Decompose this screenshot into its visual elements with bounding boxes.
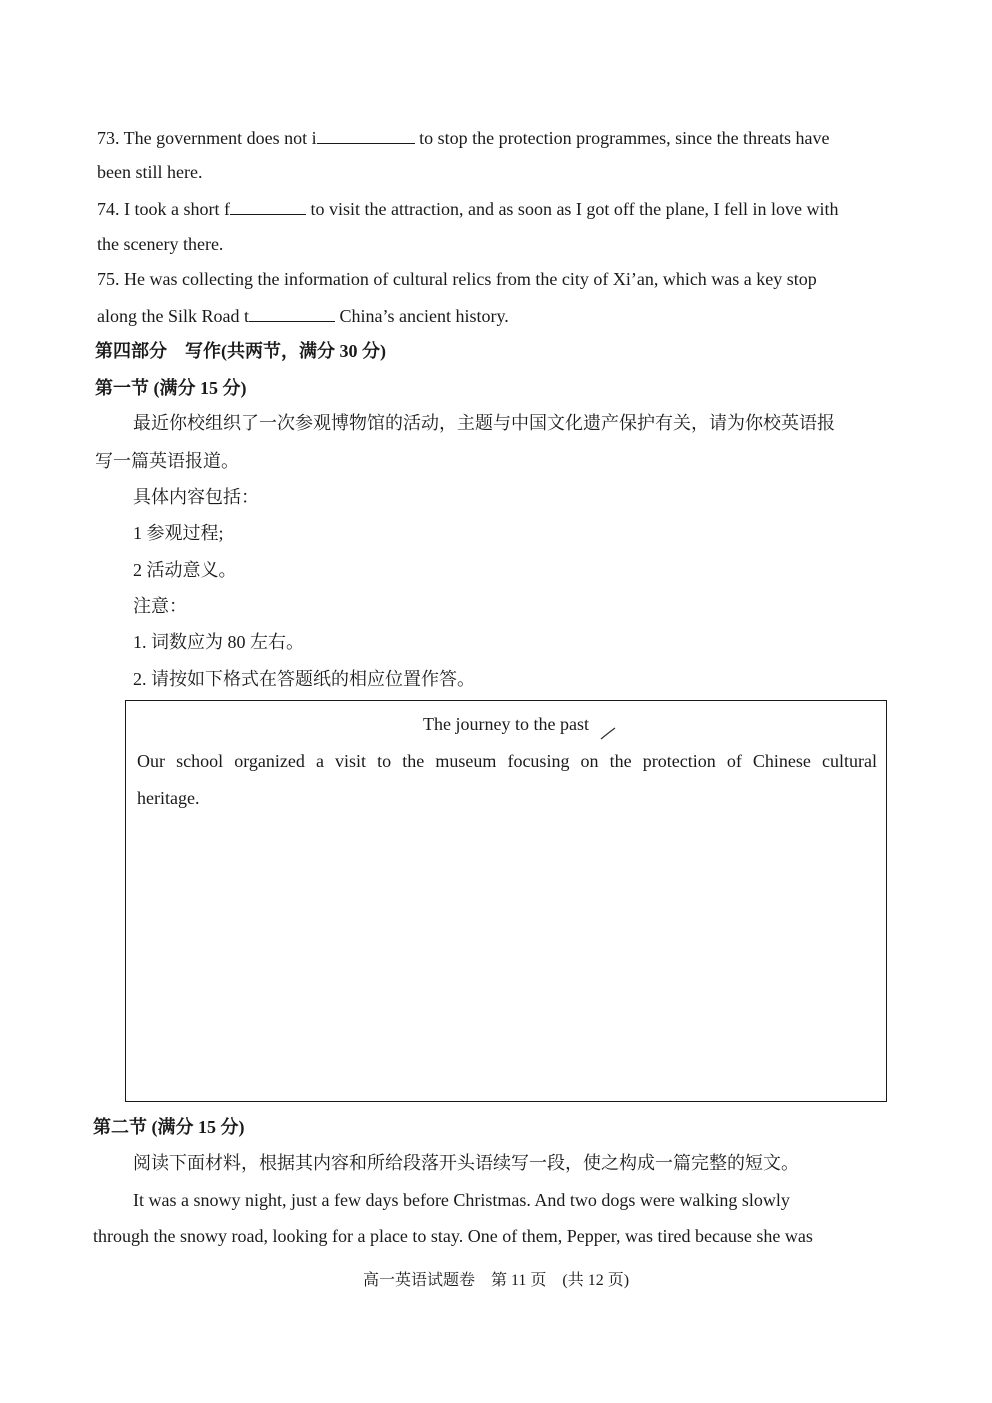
pen-mark-icon — [600, 727, 616, 741]
section-two-instruction: 阅读下面材料，根据其内容和所给段落开头语续写一段，使之构成一篇完整的短文。 — [133, 1153, 799, 1173]
answer-blank-73 — [317, 125, 415, 144]
question-73 — [97, 125, 830, 150]
content-item-2: 2 活动意义。 — [133, 560, 237, 580]
question-75-text-end: China’s ancient history. — [335, 306, 509, 326]
question-75-continued — [97, 303, 509, 328]
notice-item-1: 1. 词数应为 80 左右。 — [133, 632, 304, 652]
section-one-instruction-line1: 最近你校组织了一次参观博物馆的活动，主题与中国文化遗产保护有关，请为你校英语报 — [133, 413, 835, 433]
question-73-text-end: to stop the protection programmes, since the threats have — [414, 128, 830, 148]
question-73-text-start: 73. The government does not i — [97, 128, 317, 148]
page-footer: 高一英语试题卷 第 11 页 (共 12 页) — [362, 1272, 630, 1289]
notice-item-2: 2. 请按如下格式在答题纸的相应位置作答。 — [133, 669, 475, 689]
content-label: 具体内容包括： — [133, 487, 259, 507]
notice-label: 注意： — [133, 596, 187, 616]
part-four-title: 第四部分 写作(共两节，满分 30 分) — [95, 341, 386, 361]
essay-opening-line2: heritage. — [137, 788, 200, 808]
question-74 — [97, 196, 839, 221]
answer-box — [125, 700, 887, 1102]
question-74-text-end: to visit the attraction, and as soon as I got off the plane, I fell in love with — [305, 199, 839, 219]
question-74-text-start: 74. I took a short f — [97, 199, 230, 219]
section-two-title: 第二节 (满分 15 分) — [93, 1117, 245, 1137]
content-item-1: 1 参观过程; — [133, 523, 224, 543]
answer-blank-75 — [249, 303, 335, 322]
question-75-text-start: along the Silk Road t — [97, 306, 249, 326]
answer-blank-74 — [230, 196, 306, 215]
story-line-1: It was a snowy night, just a few days before Christmas. And two dogs were walking slowly — [133, 1190, 790, 1210]
section-one-title: 第一节 (满分 15 分) — [95, 378, 247, 398]
essay-opening-line1: Our school organized a visit to the museum focusing on the protection of Chinese cultural — [137, 751, 877, 771]
essay-title: The journey to the past — [423, 714, 589, 734]
question-75: 75. He was collecting the information of cultural relics from the city of Xi’an, which was a key stop — [97, 269, 817, 289]
section-one-instruction-line2: 写一篇英语报道。 — [95, 451, 239, 471]
story-line-2: through the snowy road, looking for a place to stay. One of them, Pepper, was tired because she was — [93, 1226, 813, 1246]
question-73-continued: been still here. — [97, 162, 203, 182]
question-74-continued: the scenery there. — [97, 234, 224, 254]
